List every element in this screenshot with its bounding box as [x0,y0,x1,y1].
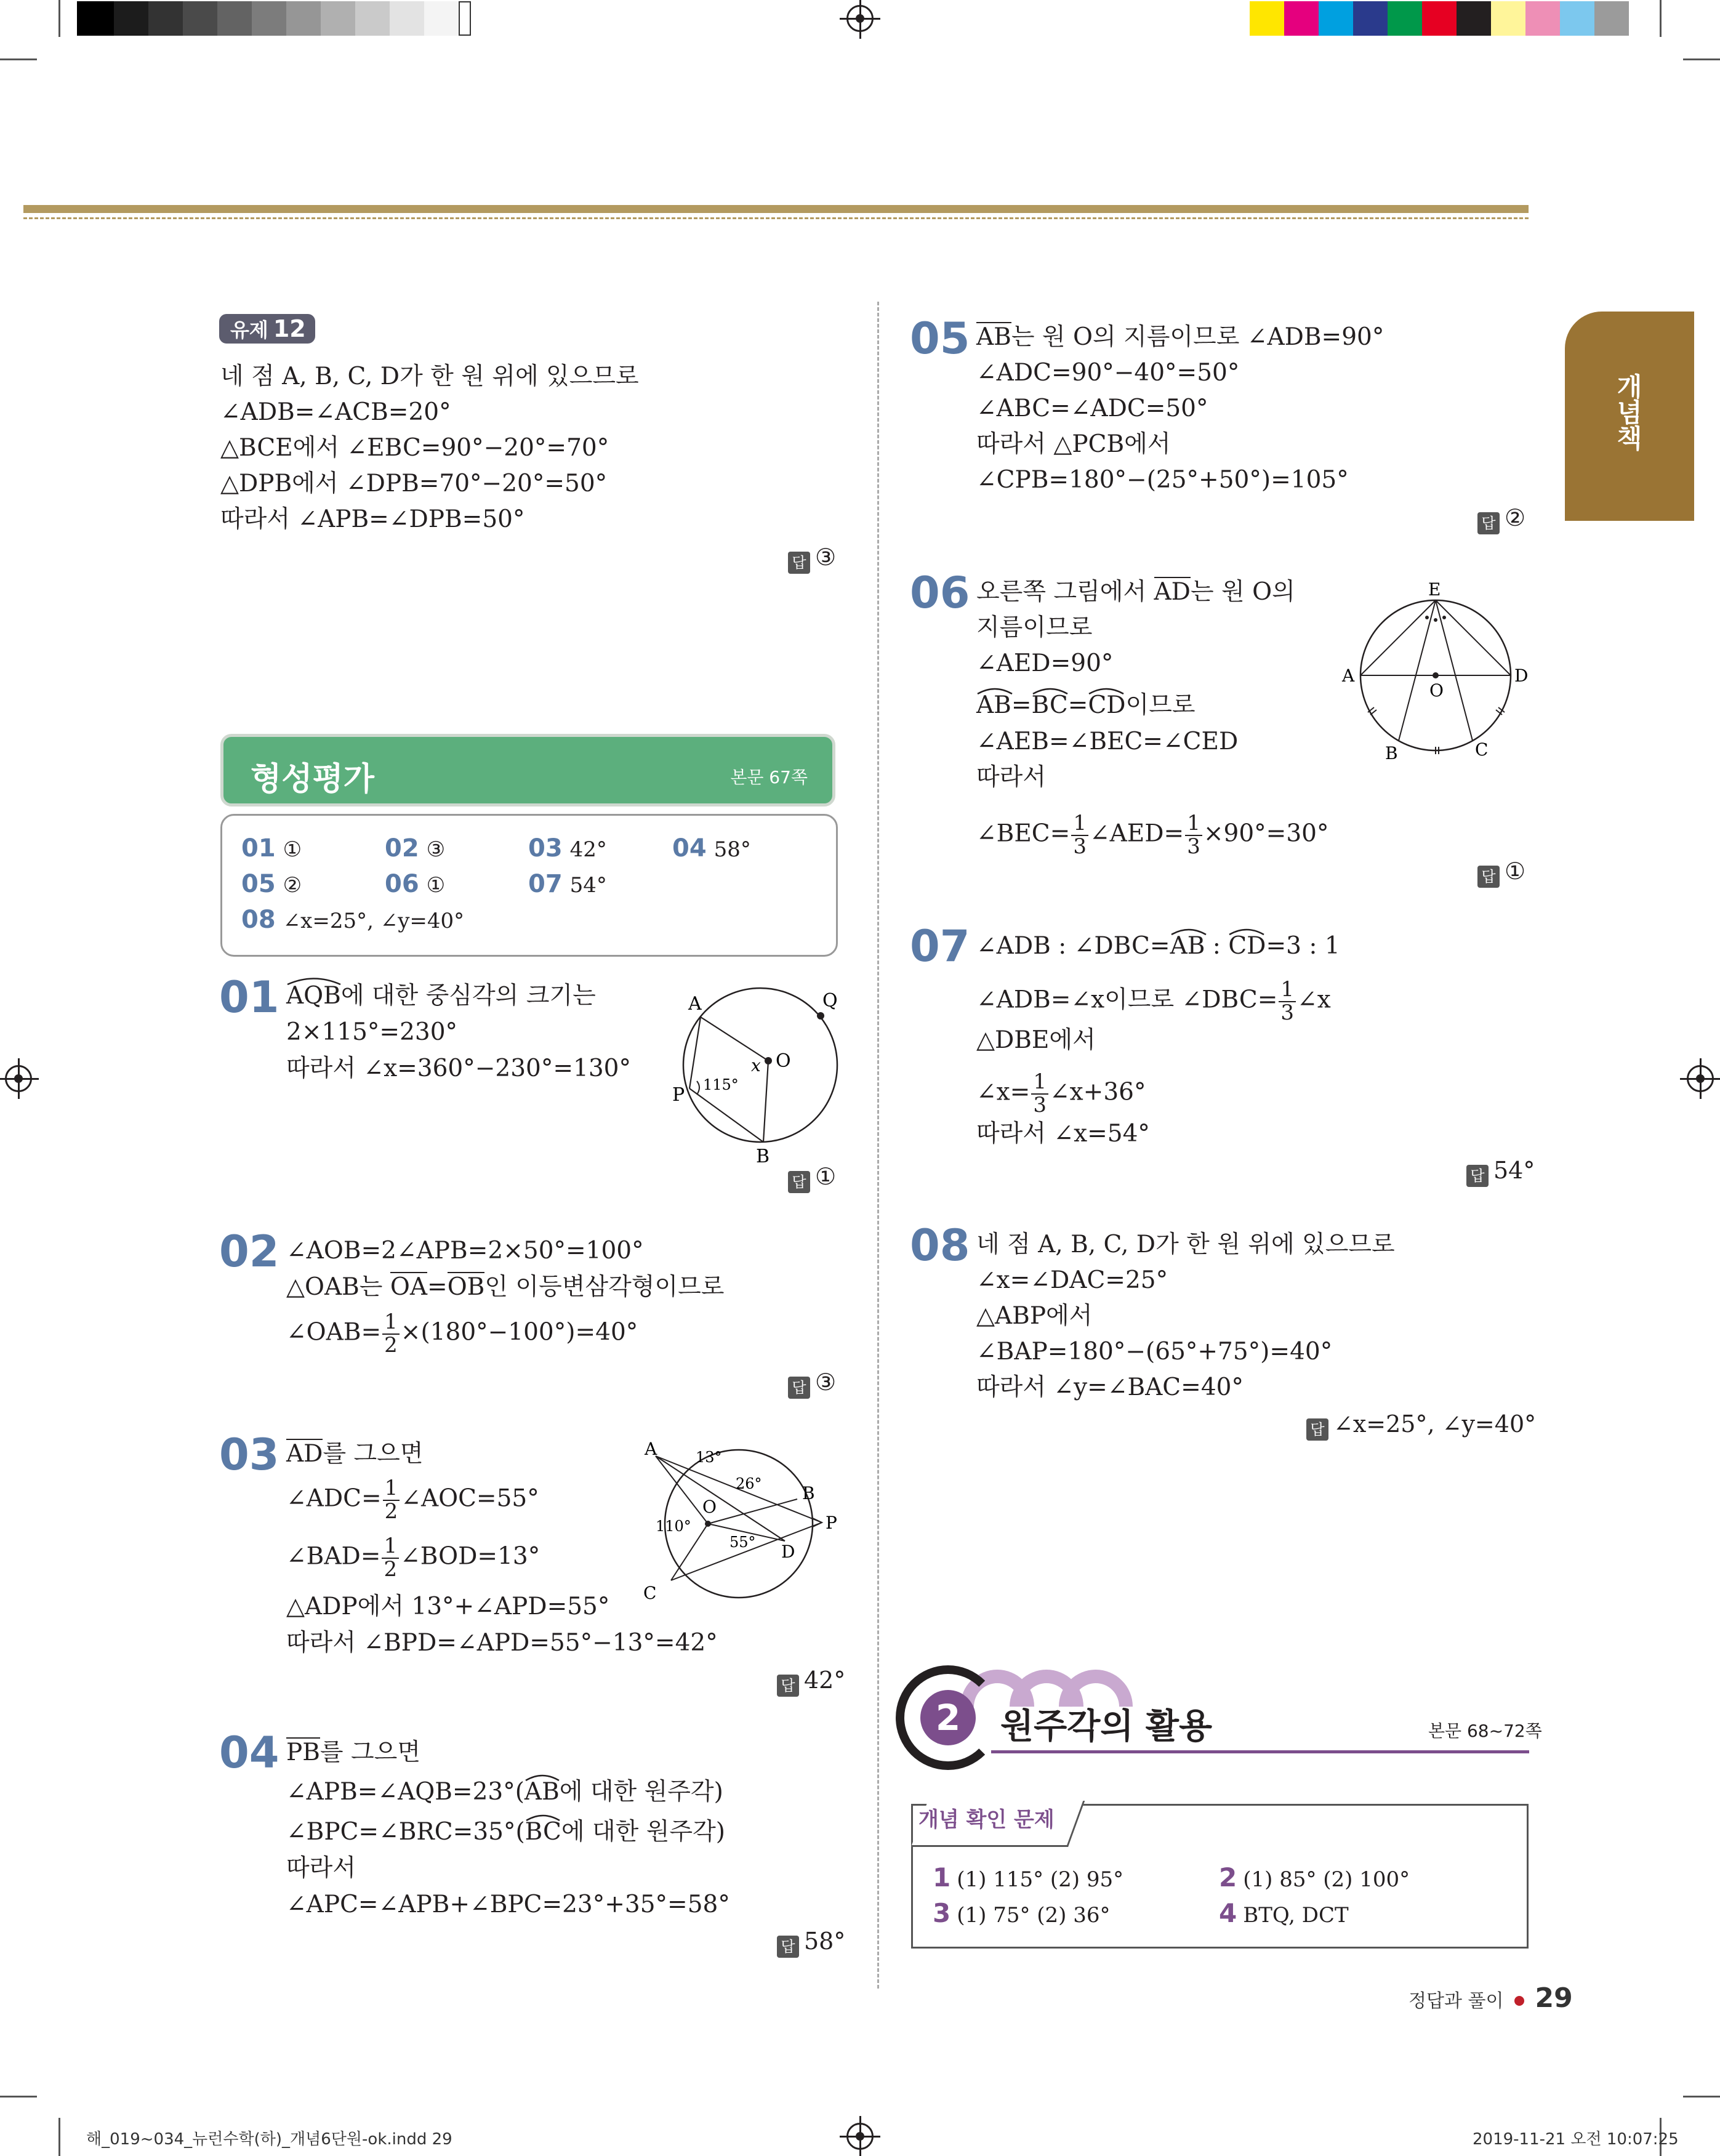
p01-line-3: 따라서 ∠x=360°−230°=130° [286,1055,631,1082]
p01-answer: 답 ① [788,1165,836,1193]
formative-item: 06 ① [385,870,446,898]
trim-mark [58,0,60,37]
p06-line-7: ∠BEC= $\frac{1}{3}$ ∠AED= $\frac{1}{3}$ ×90°=30° [976,811,1329,859]
p01-line-2: 2×115°=230° [286,1018,458,1046]
trim-mark [0,2096,37,2098]
formative-item: 03 42° [528,834,607,863]
arc-mark [286,976,342,985]
fig03-label-55: 55° [729,1534,756,1551]
p05-line-3: ∠ABC=∠ADC=50° [976,395,1208,422]
fig03-label-110: 110° [656,1518,691,1535]
problem-number: 02 [219,1226,279,1277]
formative-item: 07 54° [528,870,607,898]
p05-answer: 답 ② [1477,506,1525,534]
footer-label: 정답과 풀이 [1409,1990,1504,2012]
p05-line-4: 따라서 △PCB에서 [976,430,1171,458]
p08-line-5: 따라서 ∠y=∠BAC=40° [976,1374,1244,1401]
fig01-label-q: Q [822,990,838,1012]
fig03-label-d: D [781,1542,795,1562]
p02-answer: 답 ③ [788,1370,836,1399]
p06-line-5: ∠AEB=∠BEC=∠CED [976,728,1239,755]
p12-line-3: △BCE에서 ∠EBC=90°−20°=70° [220,434,609,462]
trim-mark [0,58,37,60]
problem-number: 01 [219,972,279,1023]
arc-mark [1088,687,1125,694]
arc-mark [1032,687,1069,694]
fig06-label-d: D [1514,666,1529,686]
fig06-label-c: C [1475,739,1489,760]
p12-line-1: 네 점 A, B, C, D가 한 원 위에 있으므로 [220,363,639,390]
p08-line-2: ∠x=∠DAC=25° [976,1266,1168,1294]
fig03-label-26: 26° [736,1475,762,1492]
p06-answer: 답 ① [1477,859,1525,888]
figure-06-circle [1336,576,1533,760]
section-ref: 본문 68~72쪽 [1428,1721,1542,1741]
formative-item: 08 ∠x=25°, ∠y=40° [241,906,465,934]
p03-line-4: △ADP에서 13°+∠APD=55° [286,1593,610,1620]
p02-line-3: ∠OAB= $\frac{1}{2}$ ×(180°−100°)=40° [286,1309,638,1358]
fig01-label-b: B [756,1146,770,1167]
p02-line-2: △OAB는 OA=OB인 이등변삼각형이므로 [286,1273,725,1301]
p03-answer: 답 42° [777,1668,845,1697]
p07-line-1: ∠ADB : ∠DBC= AB : CD=3 : 1 [976,934,1340,958]
formative-header [220,734,835,806]
p08-line-1: 네 점 A, B, C, D가 한 원 위에 있으므로 [976,1231,1395,1258]
problem-number: 07 [910,921,970,971]
print-footer-file: 해_019~034_뉴런수학(하)_개념6단원-ok.indd 29 [86,2130,452,2149]
fig01-label-p: P [672,1084,685,1106]
p06-line-3: ∠AED=90° [976,650,1114,677]
registration-mark-left [5,1065,32,1092]
fig06-label-e: E [1428,579,1441,600]
fig06-label-b: B [1385,743,1398,760]
section-number-badge: 2 [896,1665,1000,1770]
header-dashed-rule [23,217,1529,219]
p03-line-3: ∠BAD= $\frac{1}{2}$ ∠BOD=13° [286,1534,541,1582]
p12-answer: 답 ③ [788,545,836,574]
figure-03-circle [637,1438,850,1613]
p03-line-1: AD를 그으면 [286,1440,424,1468]
p05-line-2: ∠ADC=90°−40°=50° [976,359,1240,387]
concept-item: 1 (1) 115° (2) 95° [933,1862,1124,1893]
p07-line-2: ∠ADB=∠x이므로 ∠DBC= $\frac{1}{3}$ ∠x [976,977,1331,1025]
p06-line-2: 지름이므로 [976,614,1093,642]
side-tab-label: 개념책 [1613,373,1643,451]
p04-line-4: 따라서 [286,1854,356,1882]
p12-line-2: ∠ADB=∠ACB=20° [220,398,451,426]
p04-answer: 답 58° [777,1929,845,1958]
formative-item: 01 ① [241,834,302,863]
arc-mark [1170,928,1207,935]
section-title: 원주각의 활용 [1000,1707,1213,1747]
formative-title: 형성평가 [251,761,374,798]
fig01-label-a: A [688,993,702,1015]
p04-line-2: ∠APB=∠AQB=23°( AB에 대한 원주각) [286,1780,723,1804]
section-rule [991,1750,1529,1753]
p06-line-6: 따라서 [976,763,1047,791]
p05-line-1: AB는 원 O의 지름이므로 ∠ADB=90° [976,323,1384,351]
fig03-label-p: P [826,1513,837,1533]
registration-mark-bottom [846,2123,874,2150]
concept-item: 4 BTQ, DCT [1219,1898,1349,1928]
trim-mark [1660,0,1662,37]
p07-line-4: ∠x= $\frac{1}{3}$ ∠x+36° [976,1069,1146,1117]
arc-mark [976,687,1013,694]
p06-line-1: 오른쪽 그림에서 AD는 원 O의 [976,578,1295,606]
fig06-label-o: O [1429,680,1444,701]
fig03-label-13: 13° [696,1449,722,1466]
fig01-label-angle: 115° [703,1076,739,1093]
p02-line-1: ∠AOB=2∠APB=2×50°=100° [286,1237,644,1265]
p03-line-2: ∠ADC= $\frac{1}{2}$ ∠AOC=55° [286,1476,539,1524]
problem-number: 03 [219,1430,279,1480]
registration-mark-top [846,5,874,32]
arc-mark [524,1774,560,1781]
fig03-label-a: A [645,1439,657,1459]
p04-line-1: PB를 그으면 [286,1739,420,1766]
problem-badge: 유제 12 [219,314,315,344]
p07-line-5: 따라서 ∠x=54° [976,1120,1150,1148]
p07-line-3: △DBE에서 [976,1026,1096,1054]
arc-mark [525,1814,561,1821]
p05-line-5: ∠CPB=180°−(25°+50°)=105° [976,466,1349,494]
page-footer [1409,1982,1573,2014]
p12-line-4: △DPB에서 ∠DPB=70°−20°=50° [220,470,608,497]
problem-number: 05 [910,313,970,364]
figure-01-circle [665,979,850,1170]
fig06-label-a: A [1342,666,1355,686]
fig01-label-o: O [776,1050,791,1072]
formative-ref: 본문 67쪽 [730,767,808,787]
formative-item: 02 ③ [385,834,446,863]
concept-item: 2 (1) 85° (2) 100° [1219,1862,1410,1893]
p08-line-4: ∠BAP=180°−(65°+75°)=40° [976,1338,1333,1366]
problem-number: 04 [219,1728,279,1778]
p07-answer: 답 54° [1466,1159,1535,1187]
trim-mark [1683,2096,1720,2098]
p08-line-3: △ABP에서 [976,1302,1093,1330]
p04-line-3: ∠BPC=∠BRC=35°( BC에 대한 원주각) [286,1820,725,1844]
fig03-label-c: C [643,1583,657,1603]
fig03-label-b: B [802,1483,815,1503]
p01-line-1: AQB에 대한 중심각의 크기는 [286,984,596,1008]
column-divider [877,302,879,1989]
header-band [23,205,1529,213]
page-number: 29 [1535,1982,1573,2014]
side-tab [1565,312,1694,521]
p03-line-5: 따라서 ∠BPD=∠APD=55°−13°=42° [286,1629,718,1657]
p08-answer: 답 ∠x=25°, ∠y=40° [1306,1412,1536,1441]
fig03-label-o: O [702,1497,717,1517]
formative-item: 04 58° [672,834,751,863]
fig01-label-x: x [751,1055,761,1076]
formative-item: 05 ② [241,870,302,898]
arc-mark [1228,928,1265,935]
concept-item: 3 (1) 75° (2) 36° [933,1898,1111,1928]
p06-line-4: AB= BC= CD이므로 [976,693,1196,717]
footer-dot [1514,1996,1524,2006]
concept-check-label: 개념 확인 문제 [918,1808,1055,1832]
trim-mark [58,2118,60,2156]
p12-line-5: 따라서 ∠APB=∠DPB=50° [220,505,525,533]
registration-mark-right [1687,1065,1714,1092]
print-footer-date: 2019-11-21 오전 10:07:25 [1473,2130,1679,2149]
trim-mark [1683,58,1720,60]
problem-number: 08 [910,1220,970,1271]
p04-line-5: ∠APC=∠APB+∠BPC=23°+35°=58° [286,1891,730,1918]
problem-number: 06 [910,568,970,618]
